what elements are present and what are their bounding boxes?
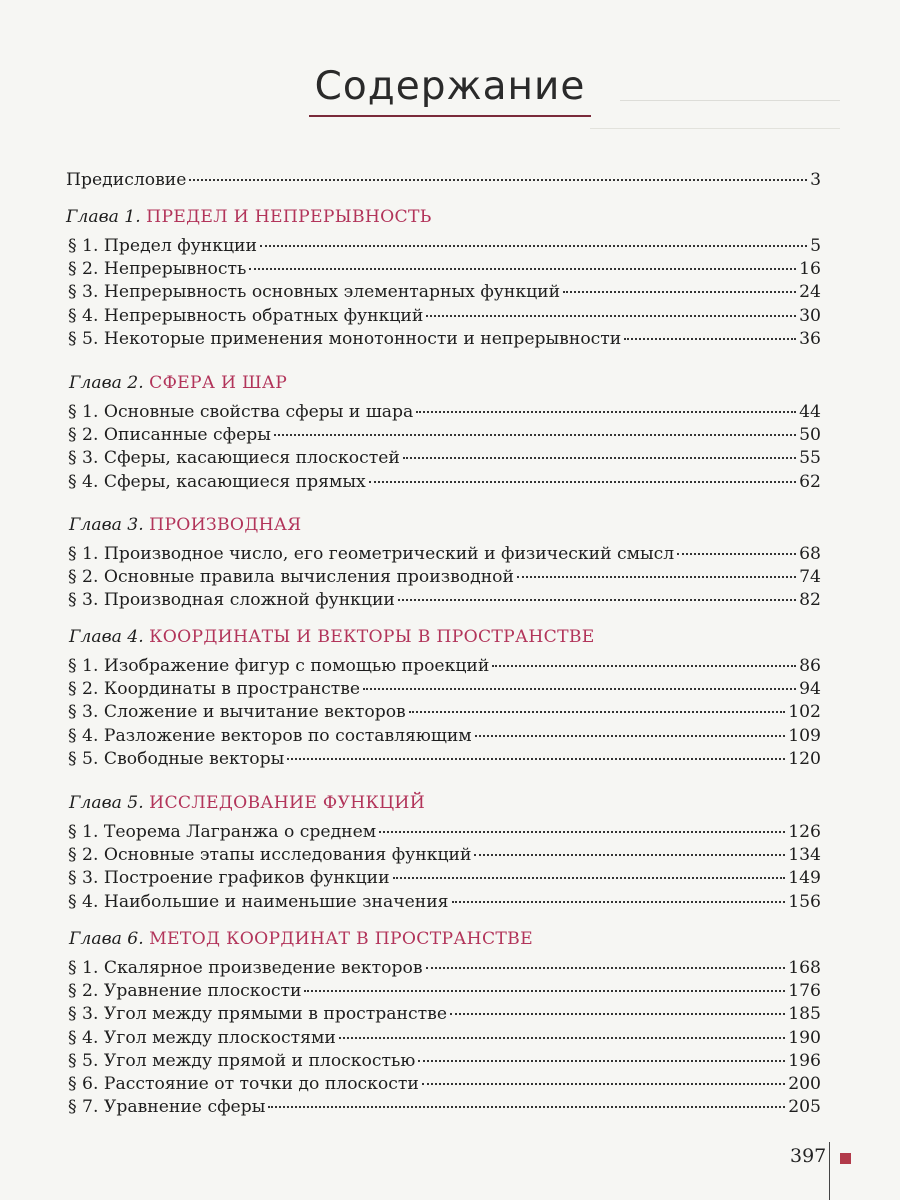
dot-leader — [426, 315, 796, 317]
chapter-title: ПРЕДЕЛ И НЕПРЕРЫВНОСТЬ — [146, 207, 432, 227]
toc-entry[interactable] — [66, 234, 821, 258]
toc-entry-label: § 5. Свободные векторы — [68, 748, 285, 769]
chapter-title: ПРОИЗВОДНАЯ — [149, 515, 302, 535]
toc-entry-page: 156 — [788, 891, 821, 912]
title-block — [0, 64, 900, 117]
dot-leader — [416, 411, 796, 413]
toc-entry-label: § 6. Расстояние от точки до плоскости — [68, 1074, 419, 1094]
page-number: 397 — [790, 1145, 827, 1167]
toc-entry-label: § 2. Основные правила вычисления производной — [68, 567, 514, 588]
dot-leader — [409, 711, 785, 713]
dot-leader — [268, 1106, 785, 1108]
dot-leader — [403, 457, 796, 459]
dot-leader — [475, 735, 786, 737]
toc-entry-page: 190 — [788, 1027, 821, 1048]
chapter-heading — [69, 512, 301, 538]
toc-entry[interactable] — [66, 1002, 821, 1026]
toc-entry-page: 74 — [799, 567, 821, 588]
toc-entry[interactable] — [66, 979, 821, 1003]
toc-entry-page: 168 — [788, 958, 821, 978]
chapter-heading — [69, 370, 287, 396]
toc-entry-page: 109 — [788, 725, 821, 746]
toc-entry-label: § 3. Угол между прямыми в пространстве — [68, 1004, 447, 1025]
toc-entry[interactable] — [66, 1072, 821, 1096]
toc-entry-label: Предисловие — [66, 170, 187, 190]
toc-entry-page: 5 — [810, 236, 821, 256]
dot-leader — [369, 481, 796, 483]
toc-entry-page: 120 — [788, 748, 821, 769]
toc-entry[interactable] — [66, 724, 821, 748]
chapter-prefix: Глава 4. — [69, 627, 144, 647]
toc-entry[interactable] — [66, 654, 821, 678]
toc-entry-page: 102 — [788, 702, 821, 723]
toc-entry-label: § 1. Производное число, его геометрический и физический смысл — [68, 544, 675, 564]
toc-entry-page: 44 — [799, 402, 821, 422]
toc-entry-page: 55 — [799, 448, 821, 469]
dot-leader — [304, 990, 785, 992]
toc-entry[interactable] — [66, 1049, 821, 1073]
toc-entry[interactable] — [66, 1095, 821, 1119]
toc-entry-page: 50 — [799, 425, 821, 446]
toc-entry-page: 200 — [788, 1074, 821, 1094]
toc-entry-label: § 1. Предел функции — [68, 236, 257, 256]
toc-entry[interactable] — [66, 747, 821, 771]
toc-entry-page: 196 — [788, 1050, 821, 1071]
toc-entry-page: 86 — [799, 656, 821, 676]
toc-entry-label: § 1. Теорема Лагранжа о среднем — [68, 822, 377, 842]
dot-leader — [426, 967, 786, 969]
chapter-title: КООРДИНАТЫ И ВЕКТОРЫ В ПРОСТРАНСТВЕ — [149, 627, 595, 647]
toc-entry-page: 205 — [788, 1097, 821, 1118]
chapter-title: ИССЛЕДОВАНИЕ ФУНКЦИЙ — [149, 793, 425, 813]
toc-entry-label: § 1. Изображение фигур с помощью проекций — [68, 656, 490, 676]
toc-entry-page: 94 — [799, 679, 821, 700]
toc-entry-label: § 5. Угол между прямой и плоскостью — [68, 1050, 416, 1071]
toc-entry-label: § 1. Скалярное произведение векторов — [68, 958, 423, 978]
toc-entry[interactable] — [66, 400, 821, 424]
page-title: Содержание — [309, 64, 592, 117]
dot-leader — [339, 1037, 785, 1039]
toc-entry-page: 176 — [788, 981, 821, 1002]
toc-entry-label: § 1. Основные свойства сферы и шара — [68, 402, 414, 422]
chapter-heading — [69, 926, 533, 952]
chapter-prefix: Глава 1. — [66, 207, 141, 227]
toc-entry-label: § 5. Некоторые применения монотонности и непрерывности — [68, 328, 622, 349]
toc-entry-label: § 3. Сферы, касающиеся плоскостей — [68, 448, 400, 469]
toc-entry-page: 24 — [799, 282, 821, 303]
toc-entry-label: § 4. Непрерывность обратных функций — [68, 305, 424, 326]
toc-entry-label: § 3. Непрерывность основных элементарных функций — [68, 282, 561, 303]
dot-leader — [260, 245, 807, 247]
toc-entry[interactable] — [66, 588, 821, 612]
dot-leader — [474, 854, 785, 856]
toc-entry-page: 149 — [788, 868, 821, 889]
dot-leader — [563, 291, 796, 293]
toc-entry-label: § 2. Уравнение плоскости — [68, 981, 302, 1002]
toc-entry[interactable] — [66, 423, 821, 447]
toc-entry[interactable] — [66, 1026, 821, 1050]
footer-divider — [829, 1142, 830, 1200]
toc-entry-label: § 4. Угол между плоскостями — [68, 1027, 336, 1048]
toc-entry-label: § 4. Разложение векторов по составляющим — [68, 725, 472, 746]
toc-entry-page: 126 — [788, 822, 821, 842]
toc-entry-page: 68 — [799, 544, 821, 564]
dot-leader — [452, 901, 786, 903]
dot-leader — [422, 1083, 785, 1085]
dot-leader — [624, 338, 796, 340]
chapter-prefix: Глава 2. — [69, 373, 144, 393]
dot-leader — [287, 758, 785, 760]
toc-entry[interactable] — [66, 542, 821, 566]
dot-leader — [379, 831, 785, 833]
toc-entry-label: § 3. Производная сложной функции — [68, 590, 395, 611]
toc-entry-label: § 2. Описанные сферы — [68, 425, 271, 446]
chapter-prefix: Глава 5. — [69, 793, 144, 813]
toc-entry-label: § 2. Основные этапы исследования функций — [68, 845, 472, 866]
toc-entry-preface[interactable] — [66, 168, 821, 192]
dot-leader — [677, 553, 796, 555]
toc-entry-page: 82 — [799, 590, 821, 611]
dot-leader — [492, 665, 796, 667]
toc-entry[interactable] — [66, 677, 821, 701]
toc-entry-label: § 4. Сферы, касающиеся прямых — [68, 471, 366, 492]
toc-entry-label: § 4. Наибольшие и наименьшие значения — [68, 891, 449, 912]
toc-entry-page: 16 — [799, 259, 821, 280]
chapter-heading — [69, 624, 595, 650]
chapter-prefix: Глава 6. — [69, 929, 144, 949]
toc-entry-page: 30 — [799, 305, 821, 326]
toc-entry[interactable] — [66, 257, 821, 281]
chapter-title: СФЕРА И ШАР — [149, 373, 288, 393]
toc-entry[interactable] — [66, 565, 821, 589]
dot-leader — [189, 179, 807, 181]
dot-leader — [517, 576, 796, 578]
toc-entry[interactable] — [66, 304, 821, 328]
toc-entry[interactable] — [66, 866, 821, 890]
toc-entry-page: 3 — [810, 170, 821, 190]
toc-entry-page: 36 — [799, 328, 821, 349]
toc-entry-page: 185 — [788, 1004, 821, 1025]
toc-entry[interactable] — [66, 280, 821, 304]
footer-marker — [840, 1153, 851, 1164]
toc-entry-label: § 7. Уравнение сферы — [68, 1097, 266, 1118]
toc-entry-label: § 3. Построение графиков функции — [68, 868, 390, 889]
dot-leader — [363, 688, 796, 690]
dot-leader — [450, 1013, 785, 1015]
toc-entry[interactable] — [66, 700, 821, 724]
toc-entry-label: § 3. Сложение и вычитание векторов — [68, 702, 406, 723]
toc-entry[interactable] — [66, 956, 821, 980]
dot-leader — [274, 434, 796, 436]
toc-entry[interactable] — [66, 820, 821, 844]
dot-leader — [418, 1060, 785, 1062]
toc-entry-page: 134 — [788, 845, 821, 866]
toc-entry[interactable] — [66, 470, 821, 494]
toc-entry-label: § 2. Координаты в пространстве — [68, 679, 361, 700]
toc-entry[interactable] — [66, 843, 821, 867]
chapter-title: МЕТОД КООРДИНАТ В ПРОСТРАНСТВЕ — [149, 929, 533, 949]
chapter-heading — [69, 790, 425, 816]
toc-entry[interactable] — [66, 327, 821, 351]
toc-entry-label: § 2. Непрерывность — [68, 259, 247, 280]
toc-entry-page: 62 — [799, 471, 821, 492]
chapter-heading — [66, 204, 432, 230]
dot-leader — [249, 268, 796, 270]
toc-entry[interactable] — [66, 446, 821, 470]
chapter-prefix: Глава 3. — [69, 515, 144, 535]
toc-entry[interactable] — [66, 890, 821, 914]
dot-leader — [398, 599, 796, 601]
dot-leader — [393, 877, 786, 879]
